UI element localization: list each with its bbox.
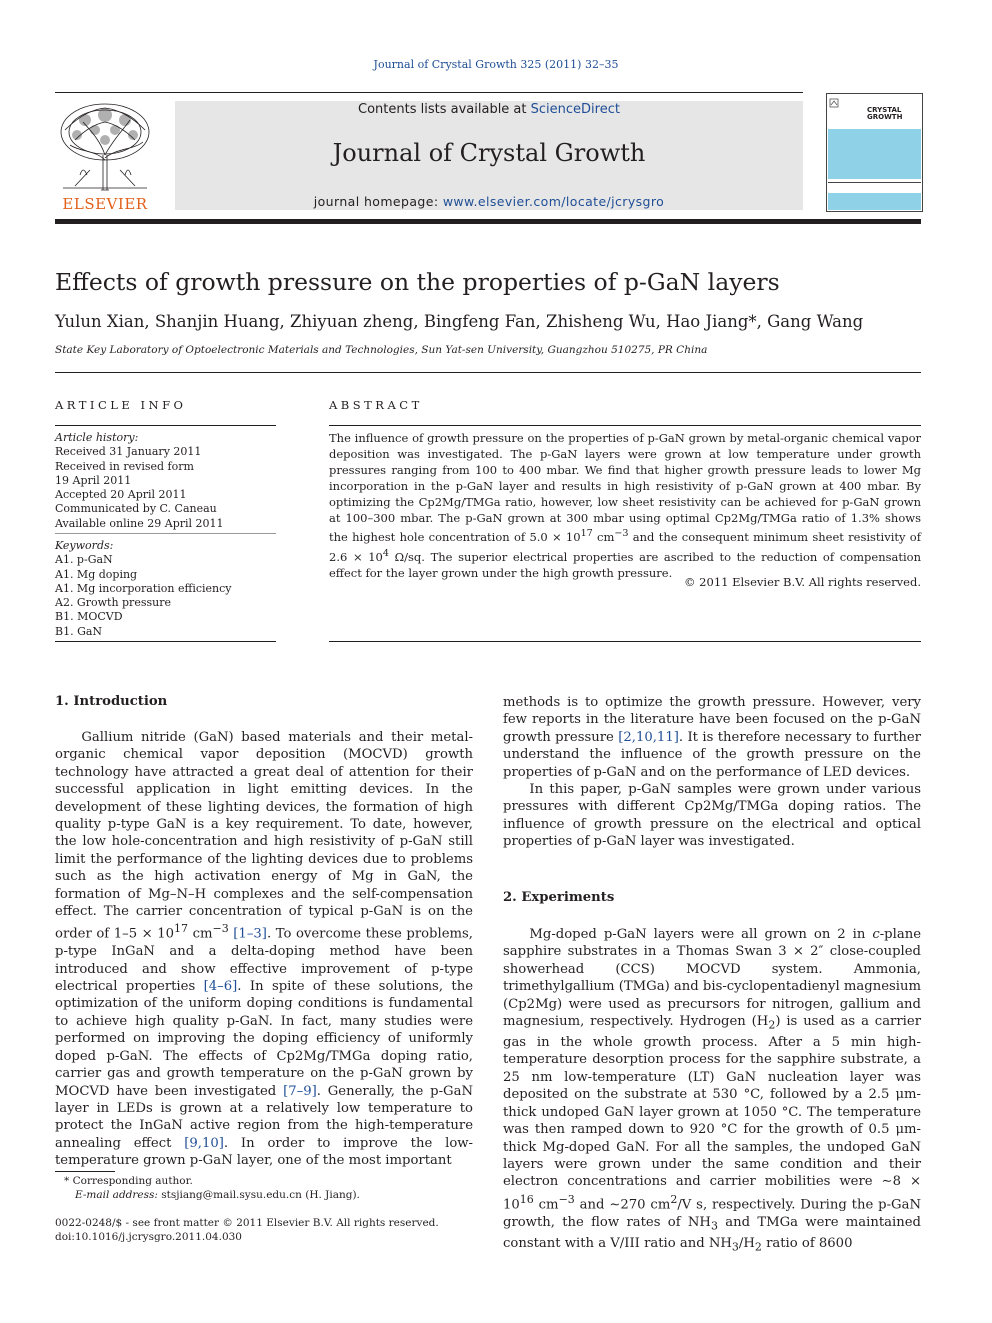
email-address[interactable]: stsjiang@mail.sysu.edu.cn (H. Jiang). [157,1189,360,1201]
affiliation-rule [55,372,921,373]
text-run: Gallium nitride (GaN) based materials and their metal-organic chemical vapor deposition (MOCVD) growth technology have attracted a great deal of attention for their successful application in light emitting devices. In the development of these lighting devices, the formation of high quality p-type GaN is a key requirement. To date, however, the low hole-concentration and high resistivity of p-GaN still limit the performance of the lighting devices due to problems such as the high activation energy of Mg in GaN, the formation of Mg–N–H complexes and the self-compensation effect. The carrier concentration of typical p-GaN is on the order of 1–5 × 10 [55,730,473,942]
homepage-link[interactable]: www.elsevier.com/locate/jcrysgro [442,194,665,209]
exponent: 4 [382,548,389,560]
text-run: . Generally, the p-GaN layer in LEDs is grown at a relatively low temperature to protect the InGaN active region from the high-temperature annealing effect [55,1083,473,1151]
cover-image-band [828,129,921,179]
subscript: 3 [731,1240,739,1254]
unit: cm [188,926,213,942]
exponent: −3 [614,528,629,540]
experiments-heading: 2. Experiments [503,890,615,905]
exponent: 17 [580,528,593,540]
text-run: ) is used as a carrier gas in the whole growth process. After a 5 min high-temperature desorption process for the sapphire substrate, a 25 nm low-temperature (LT) GaN nucleation layer was deposited on the substrate at 530 °C, followed by a 2.5 μm-thick undoped GaN layer grown at 1050 °C. The temperature was then ramped down to 920 °C for the growth of 0.5 μm-thick Mg-doped GaN. For all the samples, the undoped GaN layers were grown under the same condition and their electron concentrations and carrier mobilities were ∼8 × 10 [503,1014,921,1213]
journal-cover-thumbnail[interactable] [826,93,923,212]
email-note [75,1188,360,1202]
keyword-item: B1. GaN [55,624,103,638]
keyword-item: A1. Mg doping [55,567,138,581]
citation-link[interactable]: [4–6] [203,979,238,995]
article-history [55,431,276,531]
citation-link[interactable]: [7–9] [283,1083,317,1099]
text-run: /H [738,1235,755,1251]
exponent: −3 [558,1192,575,1206]
article-affiliation: State Key Laboratory of Optoelectronic Materials and Technologies, Sun Yat-sen University, Guangzhou 510275, PR China [55,344,708,356]
history-item: Received 31 January 2011 [55,445,202,459]
email-label: E-mail address: [75,1189,158,1201]
cover-title-line2: GROWTH [867,113,903,121]
text-run: Mg-doped p-GaN layers were all grown on 2 in [529,927,873,942]
hole-concentration-value: 5.0 × 10 [529,530,581,545]
article-title: Effects of growth pressure on the properties of p-GaN layers [55,268,780,296]
text-run: /V s, respectively. During the p-GaN growth, the flow rates of NH [503,1197,921,1230]
unit: cm [533,1197,559,1213]
introduction-paragraph: In this paper, p-GaN samples were grown under various pressures with different Cp2Mg/TMGa doping ratios. The influence of growth pressure on the electrical and optical properties of p-GaN layer was investigated. [503,782,921,850]
elsevier-tree-icon [55,100,155,192]
article-info-rule-mid [55,533,276,534]
sciencedirect-link[interactable]: ScienceDirect [530,102,620,117]
history-item: 19 April 2011 [55,473,132,487]
exponent: 2 [670,1192,678,1206]
italic-term: c [872,927,880,942]
abstract-part: and the consequent minimum sheet resistivity of [628,530,921,545]
cover-title [867,107,902,121]
citation-link[interactable]: [9,10] [184,1135,224,1151]
article-info-rule-bottom [55,641,276,642]
elsevier-wordmark: ELSEVIER [62,195,148,213]
issn-line: 0022-0248/$ - see front matter © 2011 Elsevier B.V. All rights reserved. [55,1217,439,1229]
citation-link[interactable]: [1–3] [233,926,267,942]
contents-prefix: Contents lists available at [358,102,531,117]
text-run: and TMGa were maintained constant with a V/III ratio and NH [503,1214,921,1251]
citation-link[interactable]: [2,10,11] [618,729,679,745]
abstract-heading: ABSTRACT [329,398,423,412]
corresponding-author-note: * Corresponding author. [64,1175,193,1187]
experiments-paragraph [503,926,921,1256]
experiments-body [503,926,921,1256]
cover-title-line1: CRYSTAL [867,106,902,114]
text-run: and ∼270 cm [574,1197,671,1213]
journal-title: Journal of Crystal Growth [332,139,646,167]
keyword-item: A1. Mg incorporation efficiency [55,581,232,595]
sheet-resistivity-value: 2.6 × 10 [329,550,383,564]
abstract-part: The influence of growth pressure on the properties of p-GaN grown by metal-organic chemical vapor deposition was investigated. The p-GaN layers were grown at low temperature under growth pressures ranging from 100 to 400 mbar. We find that higher growth pressure leads to lower Mg incorporation in the p-GaN layer and results in high resistivity of p-GaN grown at 400 mbar. By optimizing the Cp2Mg/TMGa ratio, however, low sheet resistivity can be achieved for p-GaN grown at 100–300 mbar. The p-GaN grown at 300 mbar using optimal Cp2Mg/TMGa ratio of 1.3% shows the highest hole concentration of [329,431,921,545]
introduction-continued [503,694,921,851]
abstract-text [329,431,921,582]
history-item: Received in revised form [55,459,194,473]
history-item: Available online 29 April 2011 [55,516,224,530]
exponent: −3 [212,922,229,936]
history-item: Accepted 20 April 2011 [55,488,187,502]
exponent: 17 [174,922,189,936]
subscript: 2 [754,1240,762,1254]
journal-citation-link[interactable]: Journal of Crystal Growth 325 (2011) 32–35 [373,58,619,71]
text-run: -plane sapphire substrates in a Thomas Swan 3 × 2″ close-coupled showerhead (CCS) MOCVD system. Ammonia, trimethylgallium (TMGa) and bis-cyclopentadienyl magnesium (Cp2Mg) were used as precursors for nitrogen, gallium and magnesium, respectively. Hydrogen (H [503,927,921,1030]
abstract-copyright: © 2011 Elsevier B.V. All rights reserved. [684,575,921,589]
keyword-item: B1. MOCVD [55,610,123,624]
history-label: Article history: [55,431,139,444]
text-run: . It is therefore necessary to further understand the influence of the growth pressure on the properties of p-GaN and on the performance of LED devices. [503,729,921,780]
subscript: 2 [768,1018,776,1032]
header-thick-rule [55,219,921,224]
footnote-rule [55,1171,115,1172]
article-authors: Yulun Xian, Shanjin Huang, Zhiyuan zheng, Bingfeng Fan, Zhisheng Wu, Hao Jiang*, Gang Wang [55,312,864,331]
cover-divider [828,182,921,183]
abstract-rule-bottom [329,641,921,642]
keyword-item: A2. Growth pressure [55,596,171,610]
history-item: Communicated by C. Caneau [55,502,217,516]
text-run: ratio of 8600 [761,1235,853,1251]
introduction-paragraph [503,694,921,781]
cover-bottom-band [828,193,921,210]
introduction-paragraph [55,729,473,1170]
journal-masthead [175,101,803,210]
unit: cm [592,530,615,545]
article-info-heading: ARTICLE INFO [55,398,187,412]
keyword-item: A1. p-GaN [55,553,113,567]
abstract-rule-top [329,425,921,426]
contents-availability [175,102,803,117]
article-info-rule-top [55,425,276,426]
subscript: 3 [710,1219,718,1233]
abstract-part: Ω/sq. The superior electrical properties are ascribed to the reduction of compensation effect for the layer grown under the high growth pressure. [329,550,921,580]
introduction-heading: 1. Introduction [55,694,168,709]
keywords-label: Keywords: [55,539,114,552]
journal-homepage [175,194,803,209]
homepage-prefix: journal homepage: [313,194,443,209]
text-run: . To overcome these problems, p-type InGaN and a delta-doping method have been introduced and show effective improvement of p-type electrical properties [55,926,473,995]
keywords [55,539,276,639]
elsevier-logo[interactable] [55,100,155,213]
text-run: . In spite of these solutions, the optimization of the uniform doping conditions is fundamental to achieve high quality p-GaN. In fact, many studies were performed on improving the doping efficiency of uniformly doped p-GaN. The effects of Cp2Mg/TMGa doping ratio, carrier gas and growth temperature on the p-GaN grown by MOCVD have been investigated [55,979,473,1099]
text-run: methods is to optimize the growth pressure. However, very few reports in the literature have been focused on the p-GaN growth pressure [503,695,921,745]
introduction-body [55,729,473,1170]
exponent: 16 [519,1192,534,1206]
text-run: . In order to improve the low-temperature grown p-GaN layer, one of the most important [55,1135,473,1169]
header-top-rule [55,92,803,93]
cover-emblem-icon [829,98,839,108]
doi-line[interactable]: doi:10.1016/j.jcrysgro.2011.04.030 [55,1231,242,1243]
